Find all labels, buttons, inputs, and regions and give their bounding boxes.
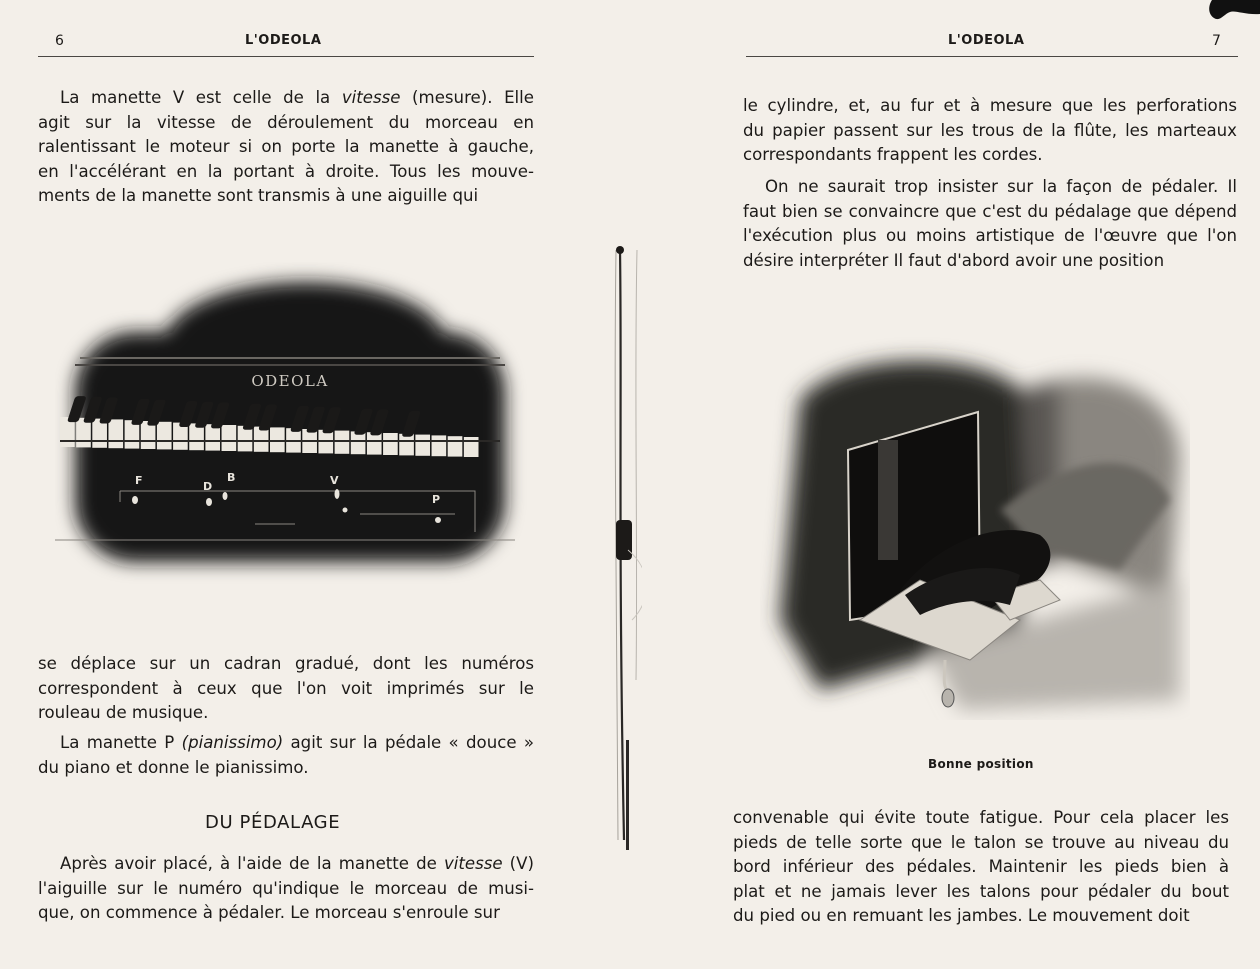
text-line: [38, 877, 534, 902]
text-run: (mesure). Elle: [400, 88, 534, 107]
text-run: agit sur la vitesse de déroulement du morceau en: [38, 112, 534, 132]
text-line: [38, 852, 534, 877]
lever-label-d: D: [203, 480, 213, 493]
lever-v-needle: [343, 508, 348, 513]
white-key: [157, 422, 172, 450]
lever-f-knob: [132, 496, 138, 504]
page-number: 7: [1212, 33, 1221, 49]
text-line: correspondent à ceux que l'on voit imprimés sur le: [38, 678, 534, 698]
text-line: le cylindre, et, au fur et à mesure que les perforations: [743, 96, 1237, 115]
white-key: [367, 432, 382, 454]
text-line: [38, 86, 534, 111]
text-line: correspondants frappent les cordes.: [743, 145, 1043, 164]
lever-label-f: F: [135, 474, 143, 487]
text-line: [38, 731, 534, 756]
text-line: On ne saurait trop insister sur la façon de pédaler. Il: [765, 177, 1237, 196]
text-run: du piano et donne le pianissimo.: [38, 757, 309, 777]
white-key: [415, 435, 430, 456]
text-line: [38, 135, 534, 160]
text-line: plat et ne jamais lever les talons pour pédaler du bout: [733, 881, 1229, 901]
text-line: [38, 111, 534, 136]
text-line: bord inférieur des pédales. Maintenir les pieds bien à: [733, 857, 1229, 876]
text-run: en l'accélérant en la portant à droite. Tous les mouve-: [38, 161, 534, 181]
pedal-position-illustration: [760, 320, 1190, 720]
white-key: [270, 427, 285, 452]
text-line: pieds de telle sorte que le talon se trouve au niveau du: [733, 832, 1229, 852]
text-line: [38, 184, 534, 209]
white-key: [383, 433, 398, 455]
text-line: du pied ou en remuant les jambes. Le mouvement doit: [733, 906, 1190, 925]
italic-text: vitesse: [341, 88, 401, 107]
text-run: agit sur la pédale « douce »: [283, 733, 535, 752]
lever-label-b: B: [227, 471, 236, 484]
white-key: [108, 419, 123, 448]
lever-d-knob: [206, 498, 212, 506]
paragraph-cylindre: [743, 94, 1237, 168]
text-line: [38, 756, 534, 781]
lever-label-v: V: [330, 474, 339, 487]
white-key: [335, 431, 350, 454]
paragraph-pianissimo: [38, 731, 534, 780]
ink-blot: [1190, 0, 1260, 28]
text-run: Après avoir placé, à l'aide de la manette de: [60, 854, 444, 873]
italic-text: (pianissimo): [181, 733, 284, 752]
paragraph-vitesse: [38, 86, 534, 209]
white-key: [432, 435, 447, 456]
figure-caption: Bonne position: [928, 757, 1034, 771]
text-line: se déplace sur un cadran gradué, dont les numéros: [38, 654, 534, 673]
text-run: (V): [502, 854, 534, 873]
piano-brand: ODEOLA: [251, 372, 329, 390]
italic-text: vitesse: [443, 854, 503, 873]
text-line: faut bien se convaincre que c'est du pédalage que dépend: [743, 201, 1237, 221]
text-line: [38, 901, 534, 926]
text-line: désire interpréter Il faut d'abord avoir une position: [743, 250, 1165, 270]
text-run: La manette P: [60, 733, 182, 752]
text-line: convenable qui évite toute fatigue. Pour cela placer les: [733, 808, 1229, 827]
lever-label-p: P: [432, 493, 441, 506]
lever-v-knob: [335, 489, 340, 499]
white-key: [399, 434, 414, 456]
running-head: L'ODEOLA: [245, 33, 322, 48]
text-line: l'exécution plus ou moins artistique de l'œuvre que l'on: [743, 226, 1237, 245]
paragraph-cadran: [38, 652, 534, 726]
text-line: rouleau de musique.: [38, 703, 209, 722]
header-rule: [746, 56, 1238, 57]
text-run: ments de la manette sont transmis à une aiguille qui: [38, 186, 479, 205]
lever-p-knob: [435, 517, 441, 523]
white-key: [222, 425, 237, 451]
piano-keyboard-illustration: [55, 262, 545, 602]
white-key: [351, 431, 366, 454]
lever-b-knob: [223, 492, 228, 500]
text-line: [38, 160, 534, 185]
text-run: La manette V est celle de la: [60, 88, 342, 107]
paragraph-position: [733, 806, 1229, 929]
text-run: ralentissant le moteur si on porte la manette à gauche,: [38, 137, 534, 156]
section-heading: DU PÉDALAGE: [205, 812, 341, 833]
paragraph-pedalage-intro: [38, 852, 534, 926]
header-rule: [38, 56, 534, 57]
left-page: [0, 0, 620, 969]
paragraph-pedaler: [743, 175, 1237, 273]
text-run: que, on commence à pédaler. Le morceau s'enroule sur: [38, 903, 500, 922]
text-line: du papier passent sur les trous de la flûte, les marteaux: [743, 120, 1237, 140]
page-number: 6: [55, 33, 64, 49]
white-key: [448, 436, 463, 456]
text-run: l'aiguille sur le numéro qu'indique le morceau de musi-: [38, 878, 534, 898]
running-head: L'ODEOLA: [948, 33, 1025, 48]
